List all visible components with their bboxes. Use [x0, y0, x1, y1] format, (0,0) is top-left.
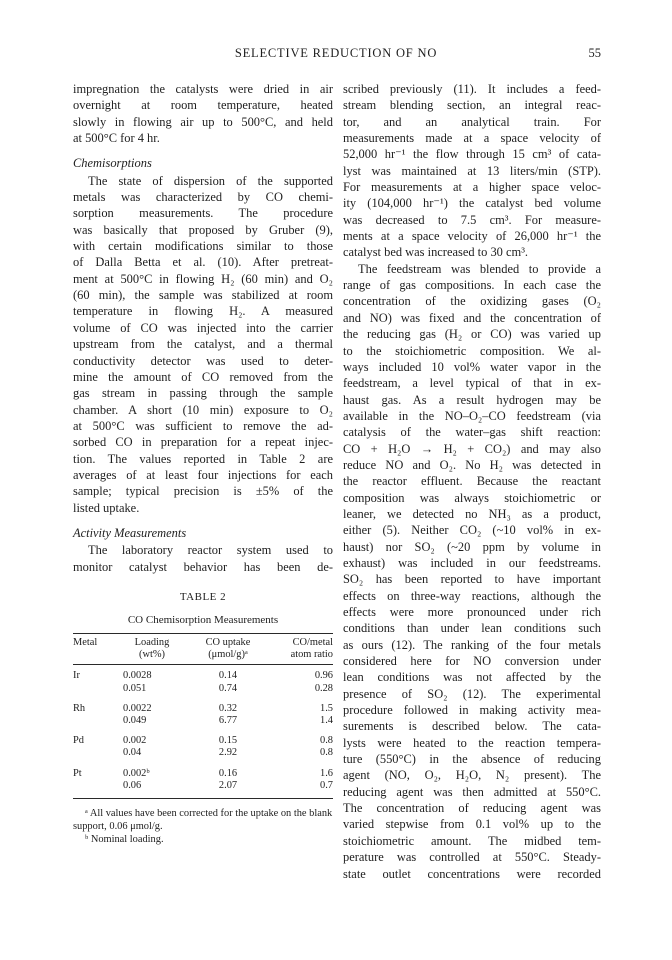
text-line: exhaust) was included in our feedstreams. — [343, 555, 601, 570]
chemisorption-table — [73, 634, 333, 799]
text-line: composition was always stoichiometric or — [343, 490, 601, 505]
text-line: sorbed CO in preparation for a repeat injec- — [73, 435, 333, 450]
table-row — [73, 780, 333, 792]
text-line: the reducing gas (H₂ or CO) was varied up — [343, 327, 601, 342]
text-line: For measurements at a higher space veloc- — [343, 180, 601, 195]
cell-metal: Rh — [73, 702, 86, 714]
cell-metal — [73, 747, 113, 759]
cell-loading: 0.049 — [123, 714, 147, 726]
text-line: ment at 500°C in flowing H₂ (60 min) and O₂ — [73, 271, 333, 286]
text-line: catalyst bed was increased to 30 cm³. — [343, 245, 529, 260]
text-line: The state of dispersion of the supported — [88, 173, 333, 188]
text-line: was decreased to 7.5 cm³. For measure- — [343, 212, 601, 227]
text-line: slowly in flowing air up to 500°C, and held — [73, 114, 333, 129]
text-line: The feedstream was blended to provide a — [358, 261, 601, 276]
text-line: tor, and an analytical train. For — [343, 114, 601, 129]
cell-uptake: 0.32 — [218, 702, 238, 714]
cell-ratio: 0.8 — [320, 735, 333, 747]
text-line: lean conditions was not affected by the — [343, 670, 601, 685]
cell-uptake: 2.92 — [218, 747, 238, 759]
text-line: ture (550°C) in the absence of reducing — [343, 752, 601, 767]
text-line: considered here for NO conversion under — [343, 654, 601, 669]
text-line: conditions than under lean conditions such — [343, 621, 601, 636]
text-line: 52,000 hr⁻¹ the flow through 15 cm³ of cata- — [343, 147, 601, 162]
text-line: catalysis of the water–gas shift reaction: — [343, 425, 601, 440]
text-line: reducing agent was then admitted at 550°C. — [343, 784, 601, 799]
cell-loading: 0.0022 — [123, 702, 152, 714]
text-line: range of gas compositions. In each case the — [343, 278, 601, 293]
paragraph-reactor-system — [343, 81, 601, 261]
text-line: haust) nor SO₂ (~20 ppm by volume in — [343, 539, 601, 554]
text-line: leaner, we detected no NH₃ as a product, — [343, 506, 601, 521]
cell-loading: 0.002 — [123, 735, 147, 747]
text-line: concentration of the oxidizing gases (O₂ — [343, 294, 601, 309]
text-line: listed uptake. — [73, 500, 140, 515]
footnote-b: ᵇ Nominal loading. — [85, 834, 164, 845]
text-line: the reactor effluent. Because the reactant — [343, 474, 601, 489]
table-row — [73, 727, 333, 747]
header-metal: Metal — [73, 636, 98, 648]
table-row — [73, 747, 333, 759]
text-line: to the stoichiometric composition. We al- — [343, 343, 601, 358]
text-line: procedure followed in making activity mea- — [343, 703, 601, 718]
text-line: scribed previously (11). It includes a feed- — [343, 82, 601, 96]
table-row — [73, 715, 333, 727]
cell-metal — [73, 683, 113, 695]
cell-uptake: 2.07 — [218, 779, 238, 791]
text-line: CO + H₂O → H₂ + CO₂) and may also — [343, 441, 601, 456]
header-ratio: CO/metal atom ratio — [290, 636, 333, 661]
text-line: overnight at room temperature, heated — [73, 98, 333, 113]
cell-ratio: 0.28 — [314, 682, 333, 694]
cell-metal: Ir — [73, 670, 80, 682]
text-line: chamber. A short (10 min) exposure to O₂ — [73, 402, 333, 417]
text-line: effects on three-way reactions, although the — [343, 588, 601, 603]
left-column — [73, 81, 333, 846]
cell-uptake: 0.74 — [218, 682, 238, 694]
cell-ratio: 1.4 — [320, 714, 333, 726]
header-loading: Loading (wt%) — [134, 636, 170, 661]
right-column — [343, 81, 601, 882]
text-line: surements is described below. The cata- — [343, 719, 601, 734]
text-line: of Dalla Betta et al. (10). After pretreat- — [73, 255, 333, 270]
text-line: and NO) was fixed and the concentration of — [343, 310, 601, 325]
table-row — [73, 665, 333, 682]
table-bottom-rule — [73, 798, 333, 799]
text-line: sample; typical precision is ±5% of the — [73, 484, 333, 499]
page-number: 55 — [588, 46, 601, 60]
cell-ratio: 0.8 — [320, 747, 333, 759]
text-line: reduce NO and O₂. No H₂ was detected in — [343, 457, 601, 472]
footnote-a: ᵃ All values have been corrected for the uptake on the blank support, 0.06 μmol/g. — [73, 808, 333, 832]
text-line: tion. The values reported in Table 2 are — [73, 451, 333, 466]
table-header-row — [73, 634, 333, 661]
text-line: effects were more pronounced under rich — [343, 605, 601, 619]
text-line: conductivity detector was used to deter- — [73, 353, 333, 368]
text-line: ways included 10 vol% water vapor in the — [343, 359, 601, 374]
text-line: lyst was maintained at 13 liters/min (STP). — [343, 163, 601, 178]
text-line: sorption measurements. The procedure — [73, 206, 333, 221]
paragraph-drying — [73, 81, 333, 146]
text-line: mine the amount of CO removed from the — [73, 369, 333, 384]
text-line: gas stream in passing through the sample — [73, 386, 333, 401]
text-line: perature was controlled at 550°C. Steady- — [343, 850, 601, 865]
cell-metal: Pt — [73, 767, 82, 779]
text-line: varied stepwise from 0.1 vol% up to the — [343, 817, 601, 832]
cell-uptake: 0.15 — [218, 735, 238, 747]
text-line: was basically that proposed by Gruber (9), — [73, 222, 333, 237]
text-line: averages of at least four injections for each — [73, 467, 333, 482]
text-line: The concentration of reducing agent was — [343, 801, 601, 816]
text-line: volume of CO was injected into the carrier — [73, 320, 333, 335]
table-row — [73, 683, 333, 695]
text-line: SO₂ has been reported to have important — [343, 572, 601, 587]
text-line: at 500°C was sufficient to remove the ad- — [73, 418, 333, 433]
section-heading-activity: Activity Measurements — [73, 525, 187, 540]
cell-ratio: 0.7 — [320, 779, 333, 791]
cell-loading: 0.06 — [123, 779, 142, 791]
text-line: state outlet concentrations were recorded — [343, 866, 601, 881]
text-line: ity (104,000 hr⁻¹) the catalyst bed volume — [343, 196, 601, 211]
text-line: impregnation the catalysts were dried in air — [73, 82, 333, 96]
text-line: either (5). Neither CO₂ (~10 vol% in ex- — [343, 523, 601, 538]
cell-uptake: 6.77 — [218, 714, 238, 726]
cell-uptake: 0.16 — [218, 767, 238, 779]
cell-loading: 0.051 — [123, 682, 147, 694]
cell-loading: 0.0028 — [123, 670, 152, 682]
table-row — [73, 760, 333, 780]
text-line: lysts were heated to the reaction tempera- — [343, 735, 601, 750]
text-line: upstream from the catalyst, and a thermal — [73, 337, 333, 352]
text-line: agent (NO, O₂, H₂O, N₂ present). The — [343, 768, 601, 783]
header-uptake: CO uptake (μmol/g)ᵃ — [205, 636, 251, 661]
text-line: temperature in flowing H₂. A measured — [73, 304, 333, 319]
section-heading-chemisorptions: Chemisorptions — [73, 156, 152, 171]
cell-loading: 0.002ᵇ — [123, 767, 150, 779]
cell-uptake: 0.14 — [218, 670, 238, 682]
text-line: measurements made at a space velocity of — [343, 131, 601, 146]
cell-ratio: 1.5 — [320, 702, 333, 714]
running-title: SELECTIVE REDUCTION OF NO — [234, 46, 438, 60]
text-line: (60 min), the sample was stabilized at room — [73, 288, 333, 303]
paragraph-chemisorptions — [73, 173, 333, 516]
cell-ratio: 1.6 — [320, 767, 333, 779]
paragraph-activity — [73, 542, 333, 575]
paragraph-feedstream — [343, 261, 601, 882]
text-line: presence of SO₂ (12). The experimental — [343, 686, 601, 701]
text-line: ments at a space velocity of 26,000 hr⁻¹ the — [343, 229, 601, 244]
text-line: metals was characterized by CO chemi- — [73, 190, 333, 205]
cell-metal: Pd — [73, 735, 84, 747]
cell-metal — [73, 715, 113, 727]
text-line: stoichiometric amount. The midbed tem- — [343, 833, 601, 848]
text-line: The laboratory reactor system used to — [88, 543, 333, 558]
text-line: as ours (12). The ranking of the four metals — [343, 637, 601, 652]
table-caption: CO Chemisorption Measurements — [127, 613, 279, 626]
table-footnotes — [73, 807, 333, 846]
cell-ratio: 0.96 — [314, 670, 333, 682]
running-head — [0, 46, 672, 62]
text-line: haust gas. As a result hydrogen may be — [343, 392, 601, 407]
text-line: with certain modifications similar to those — [73, 239, 333, 254]
text-line: monitor catalyst behavior has been de- — [73, 559, 333, 574]
text-line: stream blending section, an integral reac- — [343, 98, 601, 113]
cell-loading: 0.04 — [123, 747, 142, 759]
cell-metal — [73, 780, 113, 792]
text-line: at 500°C for 4 hr. — [73, 131, 160, 146]
table-2 — [73, 589, 333, 846]
text-line: feedstream, a level typical of that in ex- — [343, 376, 601, 391]
text-line: available in the NO–O₂–CO feedstream (via — [343, 408, 601, 423]
table-number: TABLE 2 — [179, 590, 227, 603]
table-row — [73, 695, 333, 715]
